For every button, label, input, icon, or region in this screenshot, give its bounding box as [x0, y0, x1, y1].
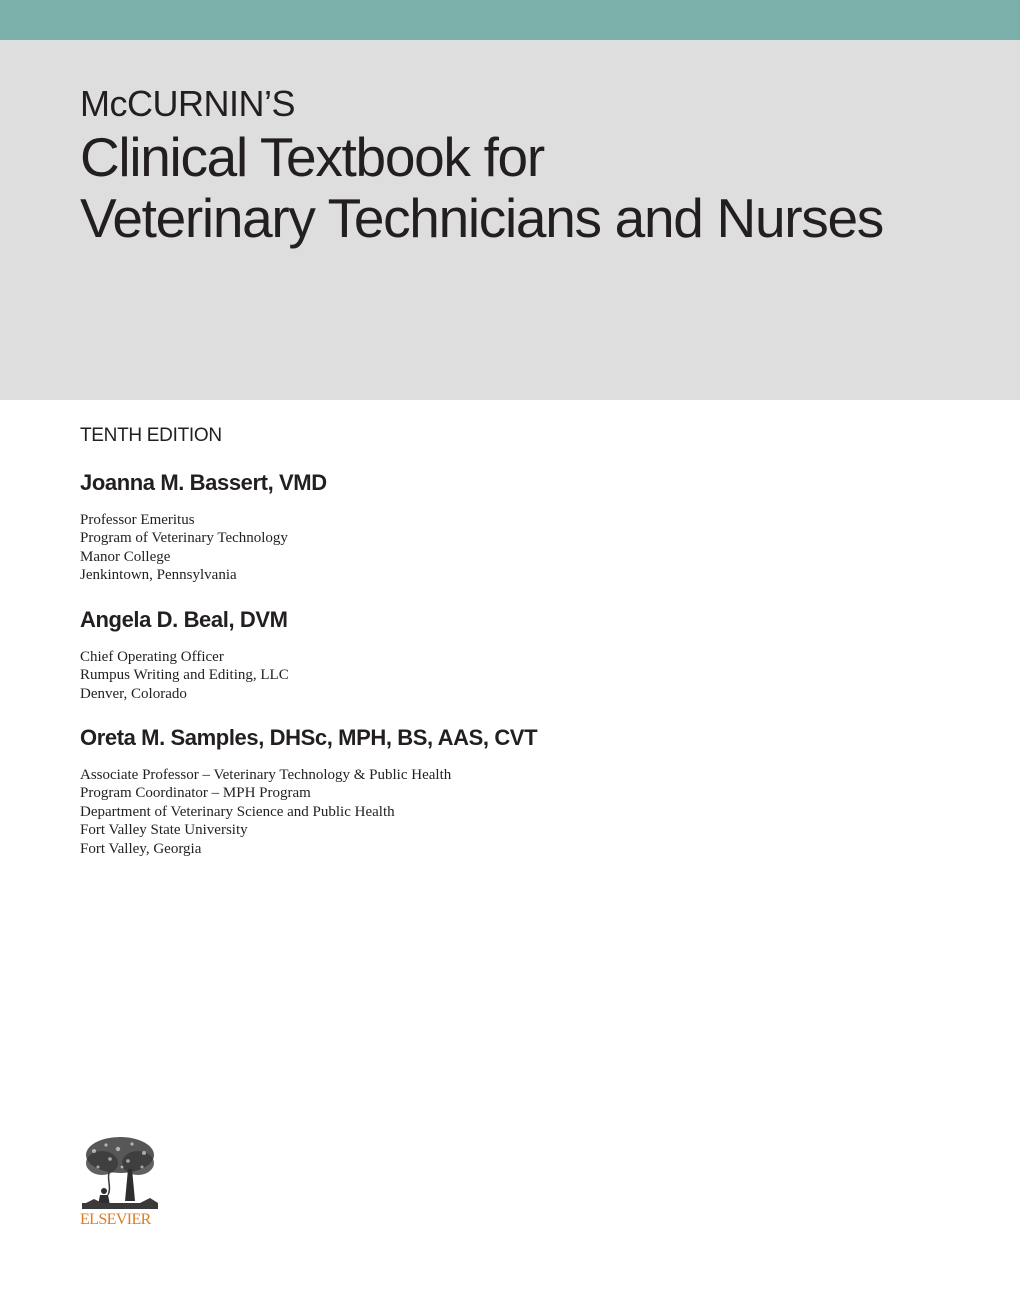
affiliation-line: Program of Veterinary Technology [80, 530, 288, 547]
author-name-bassert: Joanna M. Bassert, VMD [80, 470, 327, 495]
author-affiliation-beal [80, 648, 289, 703]
top-color-band [0, 0, 1020, 40]
affiliation-line: Jenkintown, Pennsylvania [80, 567, 237, 584]
edition-label: TENTH EDITION [80, 425, 222, 446]
series-name: McCURNIN’S [80, 83, 295, 124]
elsevier-tree-logo-icon [80, 1135, 160, 1211]
author-affiliation-samples [80, 766, 451, 858]
affiliation-line: Manor College [80, 548, 171, 565]
affiliation-line: Professor Emeritus [80, 512, 195, 528]
author-name-beal: Angela D. Beal, DVM [80, 607, 288, 632]
book-title-line-1: Clinical Textbook for [80, 126, 544, 188]
affiliation-line: Fort Valley State University [80, 822, 248, 839]
author-name-samples: Oreta M. Samples, DHSc, MPH, BS, AAS, CVT [80, 725, 538, 750]
affiliation-line: Rumpus Writing and Editing, LLC [80, 667, 289, 684]
affiliation-line: Fort Valley, Georgia [80, 840, 202, 857]
affiliation-line: Denver, Colorado [80, 685, 187, 702]
publisher-logo [80, 1135, 162, 1228]
affiliation-line: Program Coordinator – MPH Program [80, 785, 311, 802]
author-affiliation-bassert [80, 511, 288, 585]
affiliation-line: Department of Veterinary Science and Public Health [80, 803, 395, 820]
affiliation-line: Chief Operating Officer [80, 649, 224, 665]
affiliation-line: Associate Professor – Veterinary Technology & Public Health [80, 767, 452, 783]
publisher-name: ELSEVIER [80, 1211, 151, 1228]
book-title-line-2: Veterinary Technicians and Nurses [80, 187, 883, 249]
